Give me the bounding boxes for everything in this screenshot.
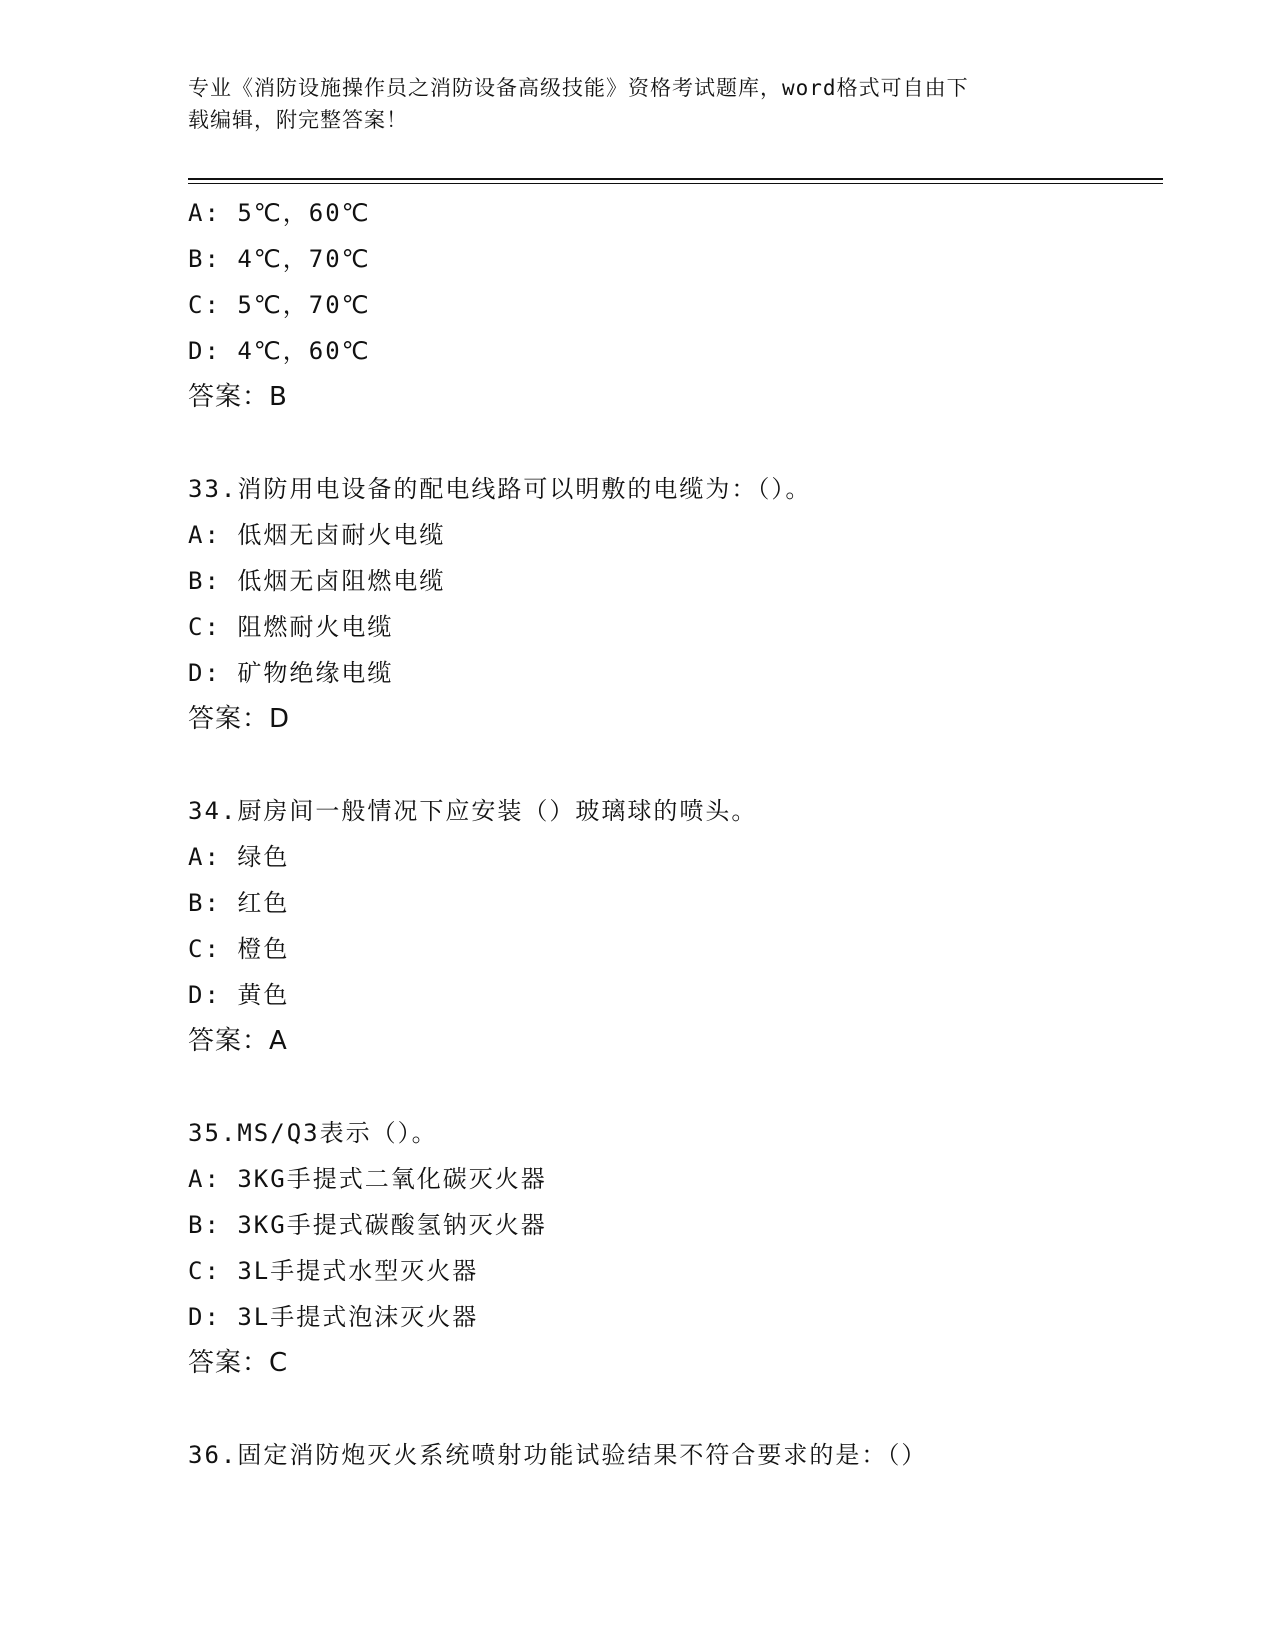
option-a: A: 低烟无卤耐火电缆 bbox=[188, 521, 446, 549]
option-d: D: 3L手提式泡沫灭火器 bbox=[188, 1303, 479, 1331]
option-a: A: 3KG手提式二氧化碳灭火器 bbox=[188, 1165, 547, 1193]
answer: 答案：A bbox=[188, 1026, 288, 1056]
answer: 答案：C bbox=[188, 1348, 289, 1378]
option-c: C: 5℃，70℃ bbox=[188, 291, 371, 319]
option-c: C: 3L手提式水型灭火器 bbox=[188, 1257, 479, 1285]
answer: 答案：D bbox=[188, 704, 291, 734]
option-d: D: 黄色 bbox=[188, 981, 290, 1009]
question-text: 36.固定消防炮灭火系统喷射功能试验结果不符合要求的是：（） bbox=[188, 1441, 928, 1469]
header-divider-thick bbox=[188, 178, 1163, 180]
option-d: D: 矿物绝缘电缆 bbox=[188, 659, 394, 687]
document-header bbox=[188, 72, 1088, 136]
spacer bbox=[188, 1386, 1163, 1432]
spacer bbox=[188, 420, 1163, 466]
question-34 bbox=[188, 788, 1163, 1064]
option-b: B: 3KG手提式碳酸氢钠灭火器 bbox=[188, 1211, 547, 1239]
option-c: C: 橙色 bbox=[188, 935, 290, 963]
option-b: B: 低烟无卤阻燃电缆 bbox=[188, 567, 446, 595]
option-b: B: 红色 bbox=[188, 889, 290, 917]
option-c: C: 阻燃耐火电缆 bbox=[188, 613, 394, 641]
option-a: A: 5℃，60℃ bbox=[188, 199, 371, 227]
option-d: D: 4℃，60℃ bbox=[188, 337, 371, 365]
header-divider-thin bbox=[188, 183, 1163, 184]
question-33 bbox=[188, 466, 1163, 742]
spacer bbox=[188, 742, 1163, 788]
question-36 bbox=[188, 1432, 1163, 1478]
question-text: 34.厨房间一般情况下应安装（）玻璃球的喷头。 bbox=[188, 797, 758, 825]
spacer bbox=[188, 1064, 1163, 1110]
question-35 bbox=[188, 1110, 1163, 1386]
option-a: A: 绿色 bbox=[188, 843, 290, 871]
header-line-2: 载编辑，附完整答案！ bbox=[188, 108, 408, 132]
option-b: B: 4℃，70℃ bbox=[188, 245, 371, 273]
question-text: 35.MS/Q3表示（）。 bbox=[188, 1119, 438, 1147]
question-text: 33.消防用电设备的配电线路可以明敷的电缆为：（）。 bbox=[188, 475, 812, 503]
question-list bbox=[188, 190, 1163, 1478]
question-32 bbox=[188, 190, 1163, 420]
header-line-1: 专业《消防设施操作员之消防设备高级技能》资格考试题库，word格式可自由下 bbox=[188, 76, 969, 100]
answer: 答案：B bbox=[188, 382, 288, 412]
